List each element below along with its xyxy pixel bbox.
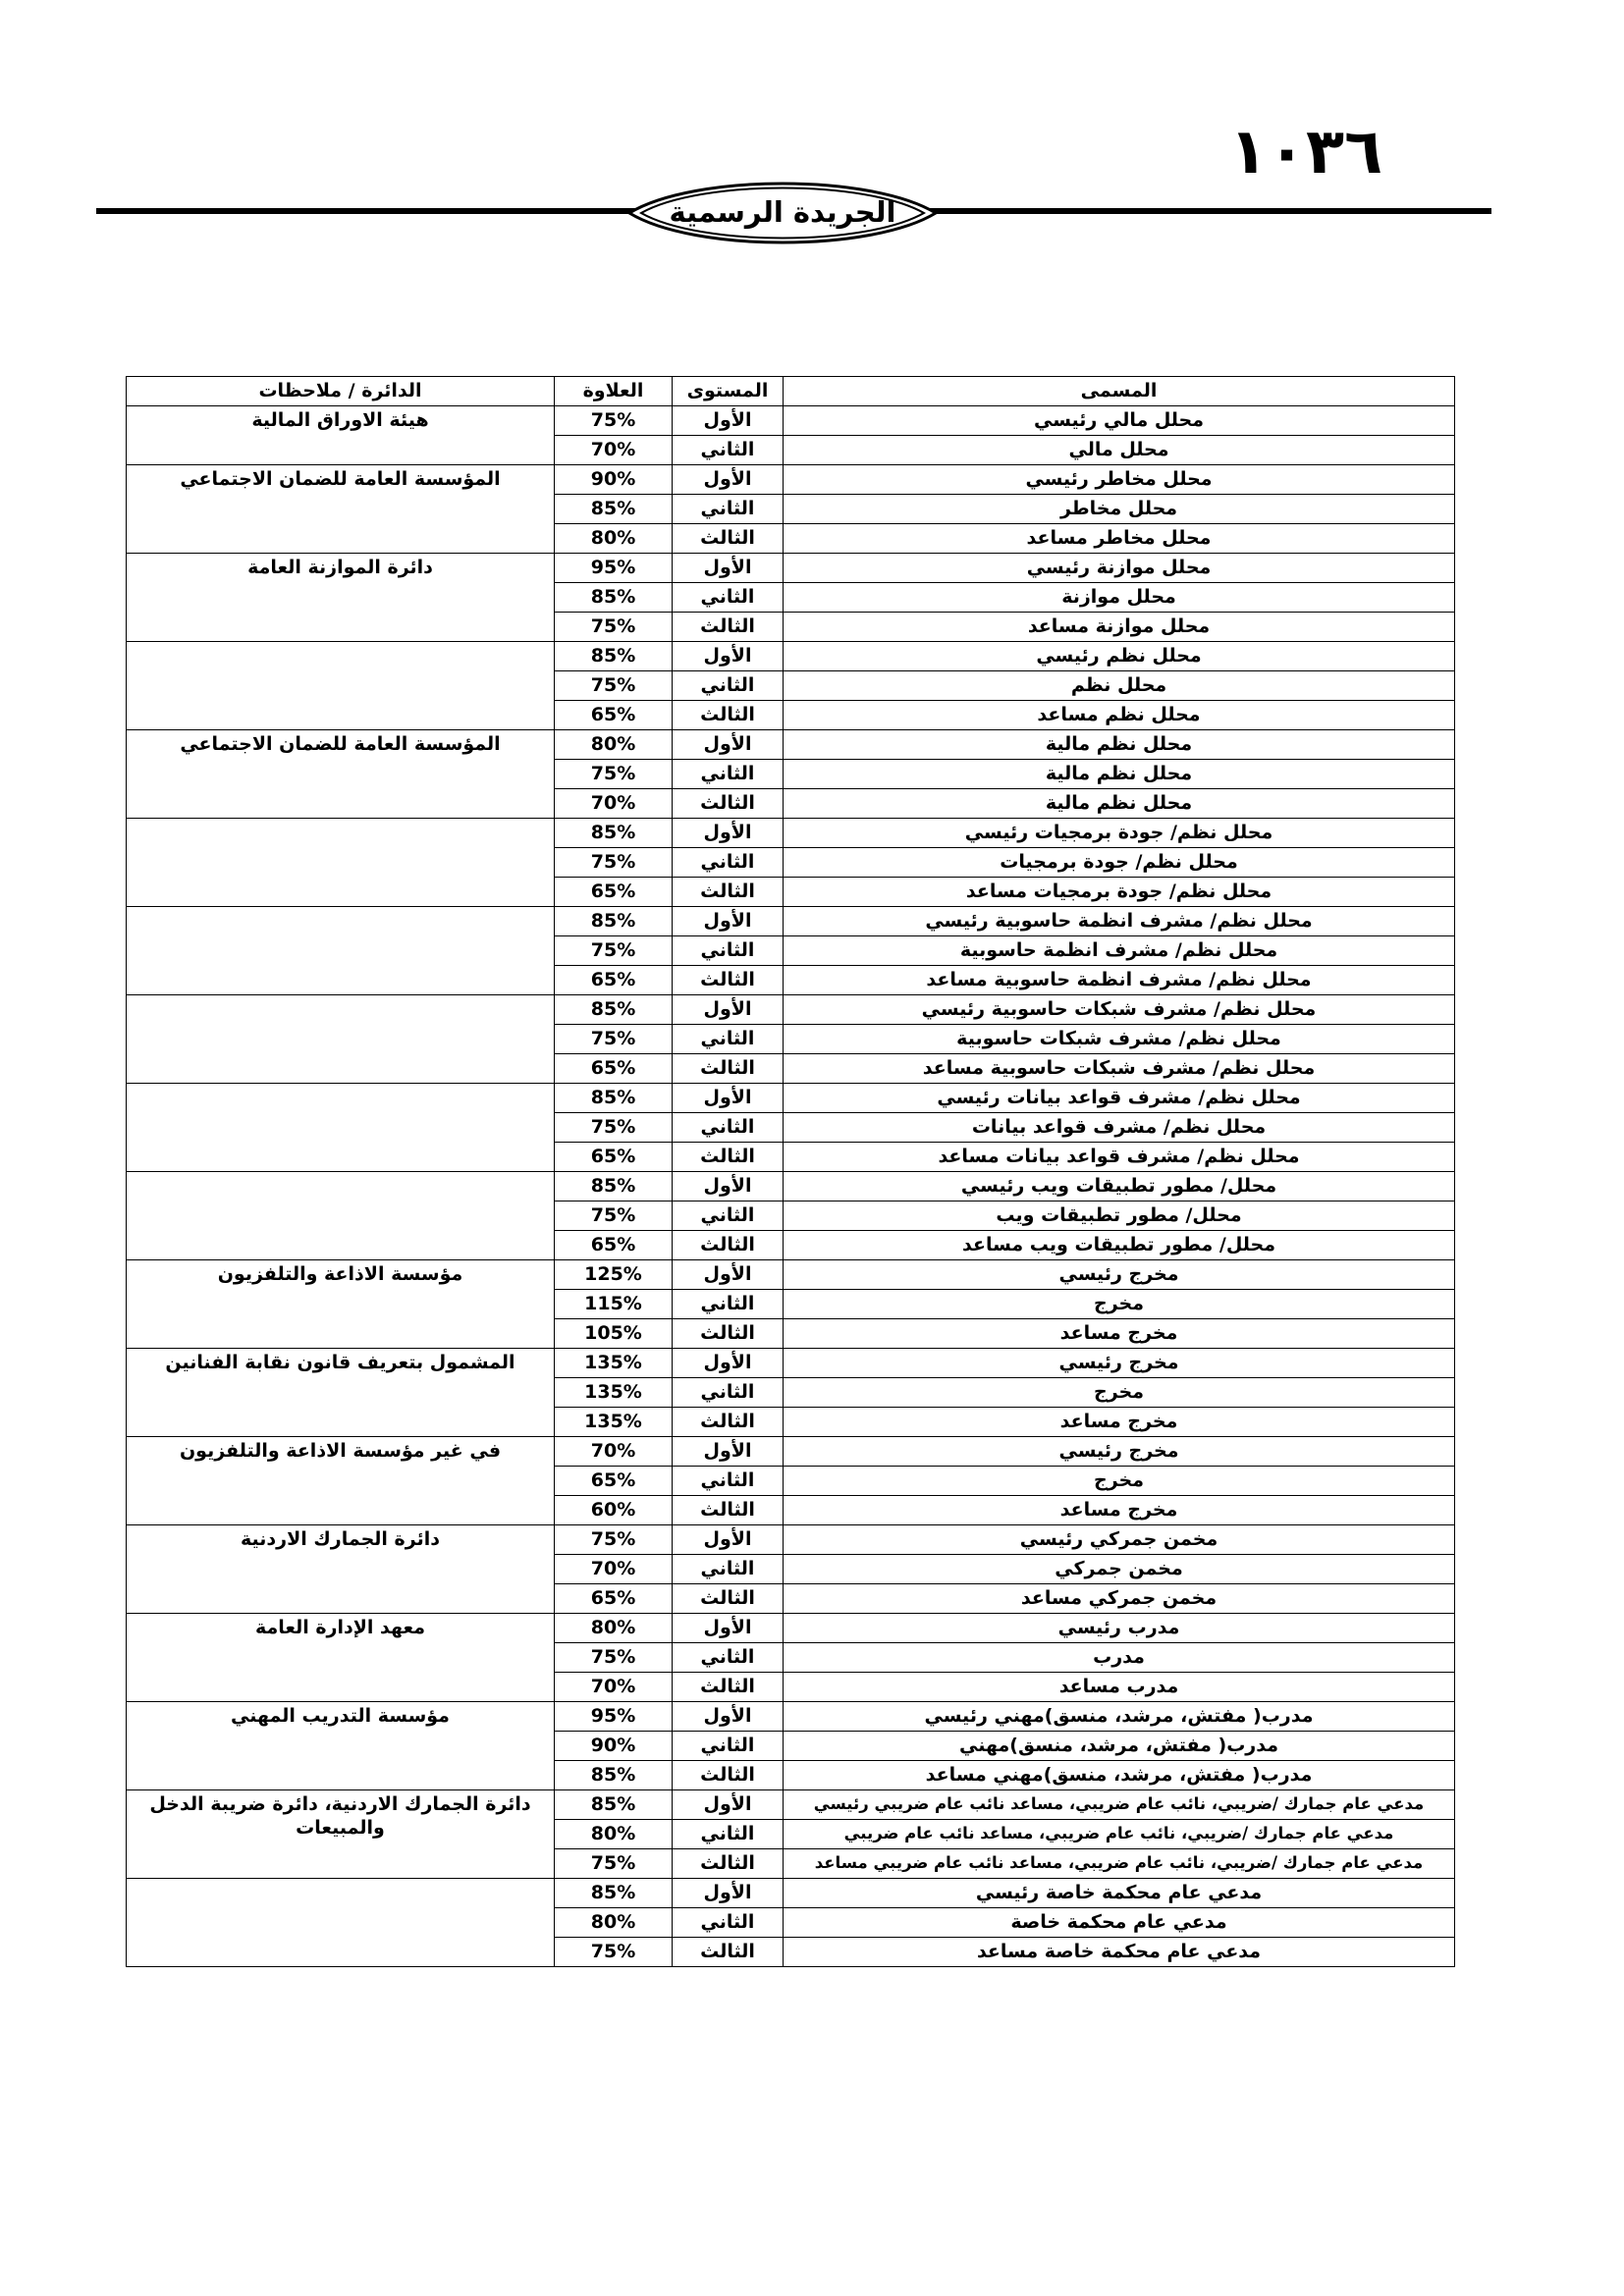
level-cell: الثالث — [673, 701, 784, 730]
job-title-cell: محلل نظم/ مشرف انظمة حاسوبية مساعد — [784, 966, 1455, 995]
job-title-cell: مخرج رئيسي — [784, 1349, 1455, 1378]
allowance-cell: 95% — [555, 1702, 673, 1732]
job-title-cell: محلل نظم مالية — [784, 789, 1455, 819]
level-cell: الثاني — [673, 1467, 784, 1496]
allowance-cell: 75% — [555, 1525, 673, 1555]
job-title-cell: مدعي عام جمارك /ضريبي، نائب عام ضريبي، مساعد نائب عام ضريبي رئيسي — [784, 1790, 1455, 1820]
level-cell: الثالث — [673, 1938, 784, 1967]
level-cell: الثاني — [673, 1378, 784, 1408]
allowance-cell: 75% — [555, 406, 673, 436]
table-row — [127, 1879, 1455, 1908]
table-row — [127, 465, 1455, 495]
table-body — [127, 406, 1455, 1967]
allowance-cell: 75% — [555, 671, 673, 701]
level-cell: الثالث — [673, 1761, 784, 1790]
level-cell: الثاني — [673, 1025, 784, 1054]
job-title-cell: مدعي عام محكمة خاصة — [784, 1908, 1455, 1938]
allowance-cell: 135% — [555, 1378, 673, 1408]
allowance-cell: 65% — [555, 1467, 673, 1496]
job-title-cell: مخمن جمركي — [784, 1555, 1455, 1584]
allowance-cell: 65% — [555, 1143, 673, 1172]
department-cell: هيئة الاوراق المالية — [127, 406, 555, 465]
department-cell: المؤسسة العامة للضمان الاجتماعي — [127, 465, 555, 554]
level-cell: الأول — [673, 1349, 784, 1378]
department-cell — [127, 819, 555, 907]
level-cell: الثاني — [673, 1555, 784, 1584]
level-cell: الثاني — [673, 936, 784, 966]
allowance-cell: 75% — [555, 848, 673, 878]
job-title-cell: مخرج مساعد — [784, 1408, 1455, 1437]
level-cell: الأول — [673, 642, 784, 671]
job-title-cell: مخرج — [784, 1378, 1455, 1408]
table-header-row — [127, 377, 1455, 406]
level-cell: الثاني — [673, 1201, 784, 1231]
job-title-cell: مدرب — [784, 1643, 1455, 1673]
job-title-cell: مخرج مساعد — [784, 1496, 1455, 1525]
table-row — [127, 642, 1455, 671]
job-title-cell: محلل/ مطور تطبيقات ويب رئيسي — [784, 1172, 1455, 1201]
level-cell: الأول — [673, 1702, 784, 1732]
level-cell: الثالث — [673, 1143, 784, 1172]
allowance-cell: 70% — [555, 436, 673, 465]
job-title-cell: مخمن جمركي رئيسي — [784, 1525, 1455, 1555]
department-cell: معهد الإدارة العامة — [127, 1614, 555, 1702]
department-cell — [127, 907, 555, 995]
header-department: الدائرة / ملاحظات — [127, 377, 555, 406]
level-cell: الثاني — [673, 760, 784, 789]
level-cell: الثالث — [673, 1408, 784, 1437]
level-cell: الثاني — [673, 583, 784, 613]
level-cell: الأول — [673, 1879, 784, 1908]
allowance-cell: 135% — [555, 1408, 673, 1437]
job-title-cell: محلل مالي — [784, 436, 1455, 465]
job-title-cell: محلل نظم رئيسي — [784, 642, 1455, 671]
job-title-cell: محلل مخاطر مساعد — [784, 524, 1455, 554]
allowance-cell: 65% — [555, 878, 673, 907]
level-cell: الثالث — [673, 1849, 784, 1879]
header-allowance: العلاوة — [555, 377, 673, 406]
allowance-cell: 75% — [555, 1201, 673, 1231]
job-title-cell: مدرب( مفتش، مرشد، منسق)مهني مساعد — [784, 1761, 1455, 1790]
allowance-cell: 85% — [555, 1790, 673, 1820]
level-cell: الأول — [673, 819, 784, 848]
allowance-cell: 80% — [555, 524, 673, 554]
banner-title: الجريدة الرسمية — [669, 194, 896, 229]
department-cell: مؤسسة التدريب المهني — [127, 1702, 555, 1790]
allowance-cell: 80% — [555, 730, 673, 760]
job-title-cell: محلل نظم مساعد — [784, 701, 1455, 730]
allowance-cell: 60% — [555, 1496, 673, 1525]
job-title-cell: محلل نظم/ مشرف قواعد بيانات — [784, 1113, 1455, 1143]
allowance-cell: 80% — [555, 1908, 673, 1938]
job-title-cell: مدرب( مفتش، مرشد، منسق)مهني — [784, 1732, 1455, 1761]
job-title-cell: مدرب( مفتش، مرشد، منسق)مهني رئيسي — [784, 1702, 1455, 1732]
level-cell: الثاني — [673, 1732, 784, 1761]
job-title-cell: محلل مخاطر رئيسي — [784, 465, 1455, 495]
allowance-cell: 90% — [555, 465, 673, 495]
job-title-cell: محلل موازنة رئيسي — [784, 554, 1455, 583]
allowance-cell: 115% — [555, 1290, 673, 1319]
level-cell: الثاني — [673, 1290, 784, 1319]
allowance-cell: 85% — [555, 1879, 673, 1908]
allowance-cell: 85% — [555, 495, 673, 524]
department-cell: مؤسسة الاذاعة والتلفزيون — [127, 1260, 555, 1349]
allowance-cell: 70% — [555, 1437, 673, 1467]
gazette-banner — [625, 171, 940, 255]
level-cell: الثالث — [673, 613, 784, 642]
department-cell: دائرة الموازنة العامة — [127, 554, 555, 642]
level-cell: الثاني — [673, 1113, 784, 1143]
level-cell: الأول — [673, 1084, 784, 1113]
allowance-cell: 85% — [555, 1761, 673, 1790]
page-number: ١٠٣٦ — [1228, 116, 1383, 188]
job-title-cell: محلل نظم/ مشرف انظمة حاسوبية رئيسي — [784, 907, 1455, 936]
job-title-cell: محلل نظم مالية — [784, 760, 1455, 789]
job-title-cell: محلل نظم — [784, 671, 1455, 701]
table-row — [127, 406, 1455, 436]
allowance-cell: 65% — [555, 1054, 673, 1084]
allowance-cell: 85% — [555, 1172, 673, 1201]
job-title-cell: محلل نظم/ جودة برمجيات — [784, 848, 1455, 878]
table-row — [127, 1614, 1455, 1643]
table-row — [127, 730, 1455, 760]
table-row — [127, 819, 1455, 848]
allowance-cell: 135% — [555, 1349, 673, 1378]
header-level: المستوى — [673, 377, 784, 406]
level-cell: الأول — [673, 1614, 784, 1643]
allowance-cell: 70% — [555, 789, 673, 819]
job-title-cell: مدعي عام محكمة خاصة مساعد — [784, 1938, 1455, 1967]
allowance-cell: 80% — [555, 1614, 673, 1643]
job-title-cell: محلل نظم/ مشرف شبكات حاسوبية رئيسي — [784, 995, 1455, 1025]
level-cell: الثالث — [673, 1673, 784, 1702]
job-title-cell: محلل نظم/ مشرف انظمة حاسوبية — [784, 936, 1455, 966]
job-title-cell: مدعي عام جمارك /ضريبي، نائب عام ضريبي، مساعد نائب عام ضريبي مساعد — [784, 1849, 1455, 1879]
level-cell: الثالث — [673, 1319, 784, 1349]
level-cell: الأول — [673, 1437, 784, 1467]
level-cell: الأول — [673, 554, 784, 583]
department-cell: دائرة الجمارك الاردنية، دائرة ضريبة الدخل والمبيعات — [127, 1790, 555, 1879]
table-row — [127, 907, 1455, 936]
level-cell: الثالث — [673, 966, 784, 995]
level-cell: الثالث — [673, 878, 784, 907]
allowance-cell: 85% — [555, 995, 673, 1025]
job-title-cell: محلل نظم مالية — [784, 730, 1455, 760]
level-cell: الأول — [673, 995, 784, 1025]
table-row — [127, 554, 1455, 583]
allowance-cell: 75% — [555, 613, 673, 642]
allowance-cell: 95% — [555, 554, 673, 583]
level-cell: الثاني — [673, 671, 784, 701]
table-row — [127, 1349, 1455, 1378]
allowance-cell: 85% — [555, 907, 673, 936]
job-title-cell: مخمن جمركي مساعد — [784, 1584, 1455, 1614]
allowance-cell: 75% — [555, 1849, 673, 1879]
level-cell: الأول — [673, 907, 784, 936]
job-title-cell: محلل نظم/ مشرف شبكات حاسوبية مساعد — [784, 1054, 1455, 1084]
allowance-cell: 70% — [555, 1555, 673, 1584]
allowance-cell: 70% — [555, 1673, 673, 1702]
table-row — [127, 1790, 1455, 1820]
job-title-cell: مخرج — [784, 1467, 1455, 1496]
allowance-cell: 80% — [555, 1820, 673, 1849]
job-title-cell: مدعي عام جمارك /ضريبي، نائب عام ضريبي، مساعد نائب عام ضريبي — [784, 1820, 1455, 1849]
job-title-cell: محلل نظم/ جودة برمجيات مساعد — [784, 878, 1455, 907]
level-cell: الأول — [673, 1260, 784, 1290]
allowance-cell: 75% — [555, 1938, 673, 1967]
level-cell: الثالث — [673, 1231, 784, 1260]
allowance-table — [126, 376, 1455, 1967]
department-cell: في غير مؤسسة الاذاعة والتلفزيون — [127, 1437, 555, 1525]
table-row — [127, 1702, 1455, 1732]
job-title-cell: محلل/ مطور تطبيقات ويب — [784, 1201, 1455, 1231]
allowance-cell: 85% — [555, 1084, 673, 1113]
table-row — [127, 995, 1455, 1025]
job-title-cell: محلل/ مطور تطبيقات ويب مساعد — [784, 1231, 1455, 1260]
allowance-cell: 125% — [555, 1260, 673, 1290]
level-cell: الأول — [673, 730, 784, 760]
job-title-cell: مدرب رئيسي — [784, 1614, 1455, 1643]
department-cell — [127, 1172, 555, 1260]
job-title-cell: محلل نظم/ مشرف قواعد بيانات رئيسي — [784, 1084, 1455, 1113]
job-title-cell: مخرج رئيسي — [784, 1260, 1455, 1290]
allowance-cell: 75% — [555, 1113, 673, 1143]
allowance-cell: 75% — [555, 760, 673, 789]
allowance-cell: 85% — [555, 819, 673, 848]
allowance-cell: 75% — [555, 936, 673, 966]
job-title-cell: مدرب مساعد — [784, 1673, 1455, 1702]
table-row — [127, 1172, 1455, 1201]
level-cell: الثاني — [673, 495, 784, 524]
level-cell: الثالث — [673, 1584, 784, 1614]
department-cell — [127, 642, 555, 730]
level-cell: الثاني — [673, 436, 784, 465]
job-title-cell: محلل نظم/ مشرف قواعد بيانات مساعد — [784, 1143, 1455, 1172]
allowance-cell: 65% — [555, 701, 673, 730]
job-title-cell: محلل نظم/ مشرف شبكات حاسوبية — [784, 1025, 1455, 1054]
allowance-cell: 65% — [555, 1584, 673, 1614]
department-cell — [127, 995, 555, 1084]
table-row — [127, 1084, 1455, 1113]
job-title-cell: مخرج مساعد — [784, 1319, 1455, 1349]
allowance-cell: 65% — [555, 966, 673, 995]
department-cell: دائرة الجمارك الاردنية — [127, 1525, 555, 1614]
job-title-cell: محلل مخاطر — [784, 495, 1455, 524]
level-cell: الثالث — [673, 524, 784, 554]
level-cell: الأول — [673, 1172, 784, 1201]
department-cell: المشمول بتعريف قانون نقابة الفنانين — [127, 1349, 555, 1437]
allowance-cell: 85% — [555, 583, 673, 613]
level-cell: الثاني — [673, 1820, 784, 1849]
table-row — [127, 1525, 1455, 1555]
level-cell: الأول — [673, 1790, 784, 1820]
allowance-cell: 90% — [555, 1732, 673, 1761]
level-cell: الثاني — [673, 1908, 784, 1938]
header-job-title: المسمى — [784, 377, 1455, 406]
level-cell: الثالث — [673, 1496, 784, 1525]
level-cell: الثالث — [673, 1054, 784, 1084]
job-title-cell: محلل نظم/ جودة برمجيات رئيسي — [784, 819, 1455, 848]
level-cell: الثاني — [673, 1643, 784, 1673]
allowance-cell: 75% — [555, 1025, 673, 1054]
department-cell — [127, 1879, 555, 1967]
allowance-cell: 85% — [555, 642, 673, 671]
table-row — [127, 1437, 1455, 1467]
level-cell: الثالث — [673, 789, 784, 819]
job-title-cell: محلل موازنة — [784, 583, 1455, 613]
job-title-cell: محلل مالي رئيسي — [784, 406, 1455, 436]
level-cell: الأول — [673, 465, 784, 495]
job-title-cell: مدعي عام محكمة خاصة رئيسي — [784, 1879, 1455, 1908]
allowance-cell: 65% — [555, 1231, 673, 1260]
job-title-cell: مخرج — [784, 1290, 1455, 1319]
allowance-cell: 75% — [555, 1643, 673, 1673]
department-cell: المؤسسة العامة للضمان الاجتماعي — [127, 730, 555, 819]
level-cell: الثاني — [673, 848, 784, 878]
table-row — [127, 1260, 1455, 1290]
job-title-cell: مخرج رئيسي — [784, 1437, 1455, 1467]
job-title-cell: محلل موازنة مساعد — [784, 613, 1455, 642]
department-cell — [127, 1084, 555, 1172]
level-cell: الأول — [673, 406, 784, 436]
allowance-cell: 105% — [555, 1319, 673, 1349]
level-cell: الأول — [673, 1525, 784, 1555]
